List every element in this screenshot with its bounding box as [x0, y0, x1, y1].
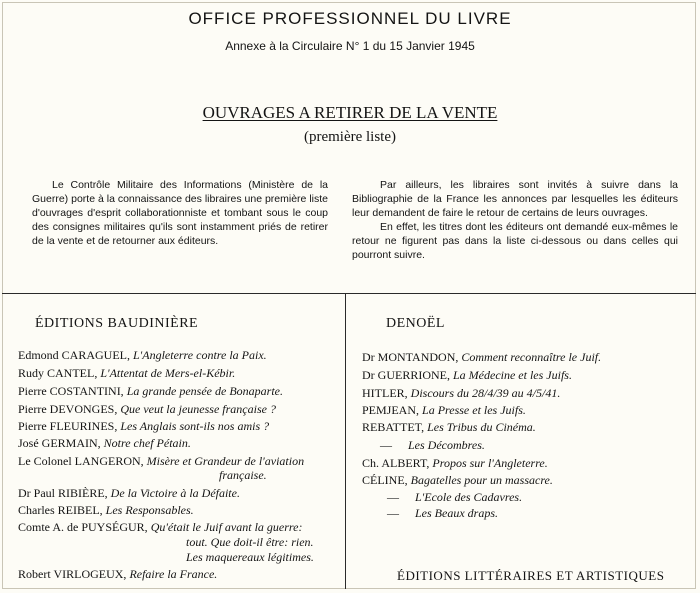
list-item: CÉLINE, Bagatelles pour un massacre. — [362, 473, 553, 487]
page-title — [0, 103, 700, 123]
list-item: Pierre DEVONGES, Que veut la jeunesse française ? — [18, 402, 276, 416]
page-subtitle: (première liste) — [303, 129, 397, 145]
list-item: Le Colonel LANGERON, Misère et Grandeur de l'aviation — [18, 454, 305, 468]
intro-right-paragraph-1: Par ailleurs, les libraires sont invités à suivre dans la Bibliographie de la France les annonces par lesquelles les éditeurs leur demandent de faire le retour de certains de leurs ouvrages. — [352, 179, 678, 219]
list-item: Comte A. de PUYSÉGUR, Qu'était le Juif avant la guerre: — [18, 520, 303, 534]
list-item: Pierre FLEURINES, Les Anglais sont-ils nos amis ? — [18, 419, 270, 433]
list-item: Robert VIRLOGEUX, Refaire la France. — [18, 567, 218, 581]
list-item-continuation: française. — [219, 468, 267, 482]
publisher-baudiniere: ÉDITIONS BAUDINIÈRE — [35, 316, 199, 331]
list-item: Ch. ALBERT, Propos sur l'Angleterre. — [362, 456, 548, 470]
intro-right-paragraph-2: En effet, les titres dont les éditeurs ont demandé eux-mêmes le retour ne figurent pas dans la liste ci-dessous ou dans celles qui pourront suivre. — [352, 221, 678, 261]
list-item: Dr MONTANDON, Comment reconnaître le Juif. — [362, 350, 602, 364]
list-item: PEMJEAN, La Presse et les Juifs. — [362, 403, 526, 417]
publisher-editions-litteraires: ÉDITIONS LITTÉRAIRES ET ARTISTIQUES — [397, 568, 665, 583]
list-item: Pierre COSTANTINI, La grande pensée de Bonaparte. — [18, 384, 283, 398]
list-item: REBATTET, Les Tribus du Cinéma. — [362, 420, 536, 434]
list-item: — Les Beaux draps. — [387, 506, 498, 520]
list-item: Dr GUERRIONE, La Médecine et les Juifs. — [362, 368, 572, 382]
list-item: José GERMAIN, Notre chef Pétain. — [18, 436, 191, 450]
list-item: Edmond CARAGUEL, L'Angleterre contre la Paix. — [18, 348, 267, 362]
page-title-text: OUVRAGES A RETIRER DE LA VENTE — [202, 103, 498, 122]
list-item-continuation: tout. Que doit-il être: rien. — [186, 535, 314, 549]
intro-right-paragraphs — [352, 178, 678, 262]
annexe-line: Annexe à la Circulaire N° 1 du 15 Janvier 1945 — [225, 39, 475, 53]
list-item: HITLER, Discours du 28/4/39 au 4/5/41. — [362, 386, 561, 400]
horizontal-divider — [2, 293, 696, 294]
list-item: — L'Ecole des Cadavres. — [387, 490, 523, 504]
office-heading: OFFICE PROFESSIONNEL DU LIVRE — [188, 9, 512, 28]
column-divider — [345, 293, 346, 589]
list-item: Charles REIBEL, Les Responsables. — [18, 503, 194, 517]
intro-left-paragraph: Le Contrôle Militaire des Informations (Ministère de la Guerre) porte à la connaissance des libraires une première liste d'ouvrages d'esprit collaborationniste et tombant sous le coup des consignes militaires qu'ils sont instamment priés de retirer de la vente et de retourner aux éditeurs. — [32, 179, 328, 247]
list-item: — Les Décombres. — [380, 438, 485, 452]
list-item-continuation: Les maquereaux légitimes. — [186, 550, 314, 564]
publisher-denoel: DENOËL — [386, 316, 445, 331]
list-item: Rudy CANTEL, L'Attentat de Mers-el-Kébir. — [18, 366, 236, 380]
list-item: Dr Paul RIBIÈRE, De la Victoire à la Défaite. — [18, 486, 240, 500]
